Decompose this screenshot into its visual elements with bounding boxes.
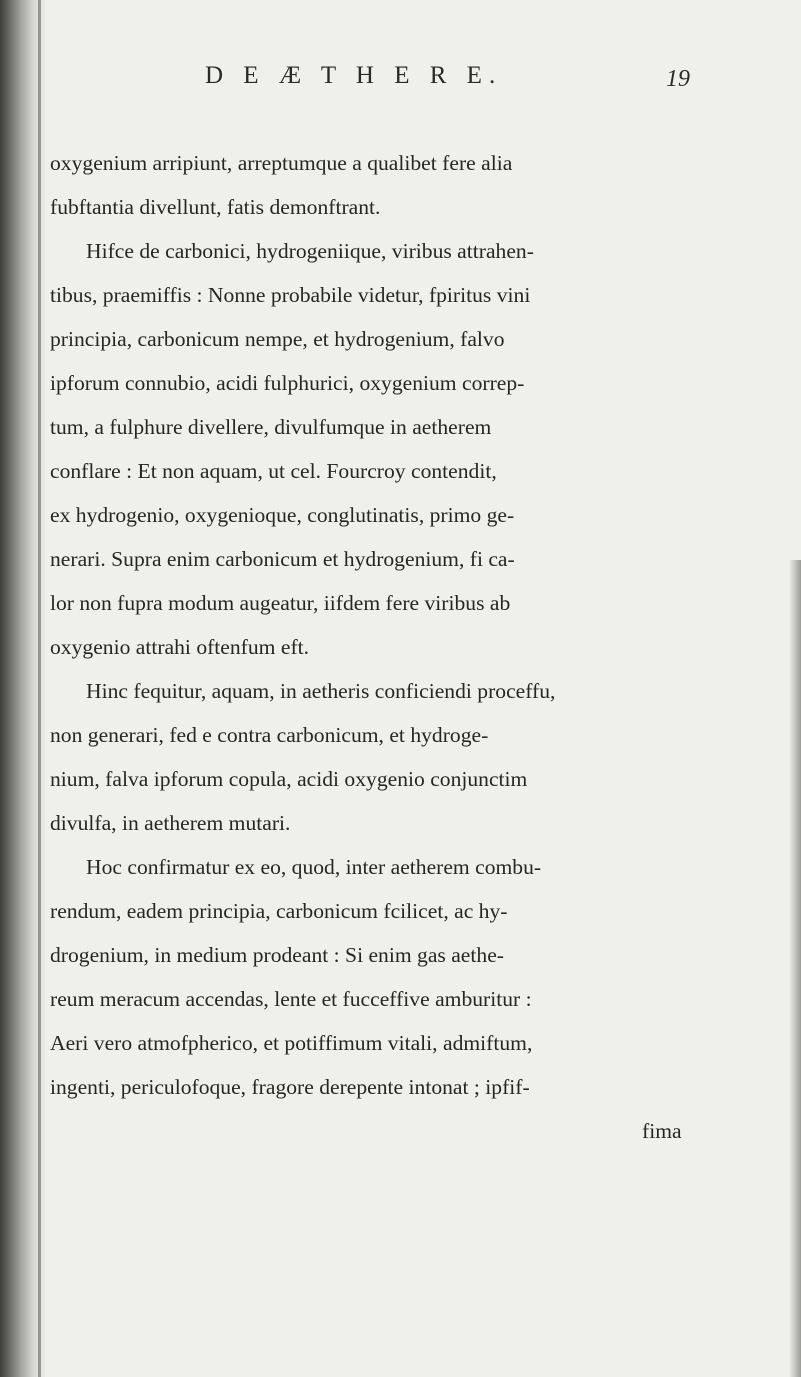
text-line: divulfa, in aetherem mutari.: [50, 811, 291, 835]
text-line: drogenium, in medium prodeant : Si enim gas aethe-: [50, 943, 504, 967]
text-line: fubftantia divellunt, fatis demonftrant.: [50, 195, 381, 219]
text-line: tum, a fulphure divellere, divulfumque in aetherem: [50, 415, 492, 439]
text-line: reum meracum accendas, lente et fucceffive amburitur :: [50, 987, 532, 1011]
running-head: D E Æ T H E R E.: [205, 62, 503, 89]
text-line: lor non fupra modum augeatur, iifdem fere viribus ab: [50, 591, 511, 615]
text-line: oxygenium arripiunt, arreptumque a qualibet fere alia: [50, 151, 513, 175]
text-line: non generari, fed e contra carbonicum, et hydroge-: [50, 723, 489, 747]
text-line: nium, falva ipforum copula, acidi oxygenio conjunctim: [50, 767, 528, 791]
text-line: nerari. Supra enim carbonicum et hydrogenium, fi ca-: [50, 547, 515, 571]
text-line: tibus, praemiffis : Nonne probabile videtur, fpiritus vini: [50, 283, 531, 307]
text-line: Hoc confirmatur ex eo, quod, inter aetherem combu-: [86, 855, 542, 879]
text-line: rendum, eadem principia, carbonicum fcilicet, ac hy-: [50, 899, 508, 923]
text-line: conflare : Et non aquam, ut cel. Fourcroy contendit,: [50, 459, 497, 483]
text-line: ex hydrogenio, oxygenioque, conglutinatis, primo ge-: [50, 503, 515, 527]
text-line: principia, carbonicum nempe, et hydrogenium, falvo: [50, 327, 505, 351]
text-line: Hinc fequitur, aquam, in aetheris conficiendi proceffu,: [86, 679, 556, 703]
gutter-shadow: [38, 0, 41, 1377]
page-number: 19: [666, 66, 690, 92]
text-line: oxygenio attrahi oftenfum eft.: [50, 635, 310, 659]
text-line: Hifce de carbonici, hydrogeniique, viribus attrahen-: [86, 239, 534, 263]
text-line: ipforum connubio, acidi fulphurici, oxygenium correp-: [50, 371, 525, 395]
text-line: ingenti, periculofoque, fragore derepente intonat ; ipfif-: [50, 1075, 530, 1099]
catchword: fima: [642, 1119, 682, 1143]
text-line: Aeri vero atmofpherico, et potiffimum vitali, admiftum,: [50, 1031, 533, 1055]
